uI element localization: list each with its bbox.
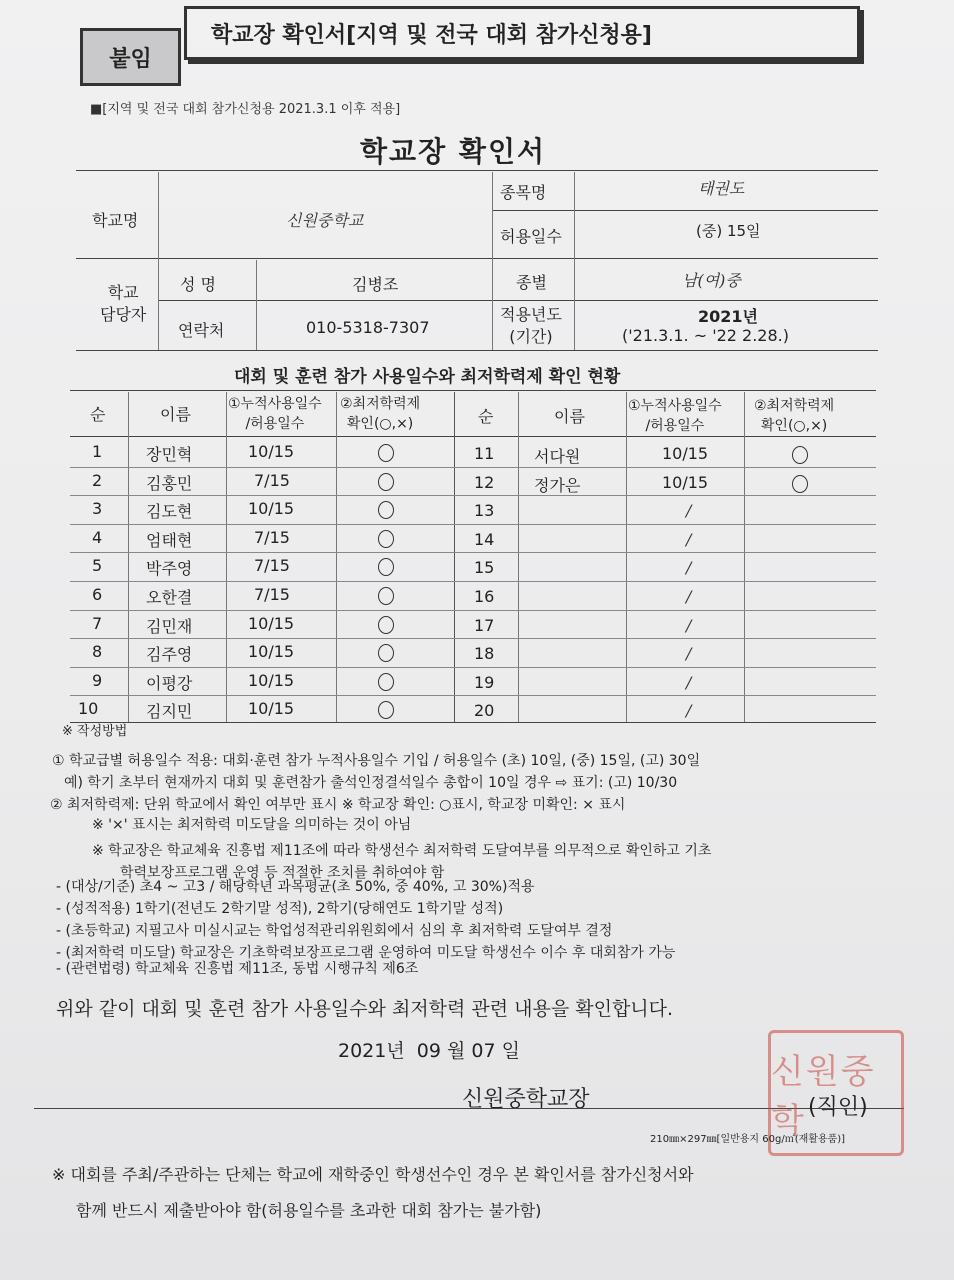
student-name: 장민혁	[146, 445, 193, 464]
usage-vrule-1	[128, 392, 129, 722]
info-rule-name	[158, 300, 878, 301]
usage-vrule-2	[226, 392, 227, 722]
row-number: 1	[92, 442, 103, 461]
paper-spec: 210㎜×297㎜[일반용지 60g/㎡(재활용품)]	[650, 1134, 846, 1145]
info-table-bottom-rule	[76, 350, 878, 351]
seal-text: 신원중학	[771, 1052, 876, 1141]
info-vrule-2	[256, 260, 257, 350]
confirm-circle-mark	[792, 446, 808, 464]
contact-label: 연락처	[178, 321, 225, 340]
student-name: 엄태현	[146, 530, 193, 550]
gender-value: 남(여)중	[682, 271, 741, 290]
confirmation-date: 2021년 09 월 07 일	[338, 1040, 520, 1062]
confirm-circle-mark	[378, 644, 394, 662]
student-name: 김도현	[146, 502, 193, 522]
allowed-days-value: (중) 15일	[696, 222, 761, 240]
confirm-circle-mark	[378, 673, 394, 691]
row-divider	[70, 524, 876, 525]
confirm-circle-mark	[378, 701, 394, 719]
instruction-line: - (대상/기준) 초4 ~ 고3 / 해당학년 과목평균(초 50%, 중 40%, 고 30%)적용	[56, 879, 535, 895]
contact-value: 010-5318-7307	[306, 318, 430, 337]
student-name: 김민재	[146, 616, 193, 636]
seal-label: (직인)	[808, 1095, 868, 1120]
year-range: ('21.3.1. ~ '22 2.28.)	[622, 326, 789, 345]
student-name: 김홍민	[146, 473, 193, 493]
usage-days: /	[686, 672, 692, 692]
usage-days: /	[686, 558, 692, 578]
row-number: 4	[92, 527, 103, 547]
attachment-tag: 붙임	[80, 28, 181, 86]
usage-vrule-5	[518, 392, 519, 722]
instruction-line: - (최저학력 미도달) 학교장은 기초학력보장프로그램 운영하여 미도달 학생선수 이수 후 대회참가 가능	[56, 945, 676, 961]
usage-table-top-rule	[70, 390, 876, 391]
sport-label: 종목명	[500, 183, 547, 202]
header-no-left: 순	[90, 405, 106, 424]
confirm-circle-mark	[378, 530, 394, 548]
confirm-circle-mark	[378, 558, 394, 576]
school-label: 학교명	[92, 211, 139, 230]
header-days-right: ①누적사용일수 /허용일수	[628, 398, 722, 434]
usage-days: 10/15	[248, 699, 295, 719]
year-value: 2021년	[698, 307, 758, 326]
gender-label: 종별	[516, 273, 547, 292]
row-number: 8	[92, 642, 103, 662]
usage-vrule-7	[744, 392, 745, 722]
info-vrule-4	[574, 172, 575, 350]
instruction-line: - (초등학교) 지필고사 미실시교는 학업성적관리위원회에서 심의 후 최저학력 도달여부 결정	[56, 923, 613, 939]
instruction-line: ① 학교급별 허용일수 적용: 대회·훈련 참가 누적사용일수 기입 / 허용일수 (초) 10일, (중) 15일, (고) 30일	[52, 753, 701, 769]
instruction-line: - (관련법령) 학교체육 진흥법 제11조, 동법 시행규칙 제6조	[56, 961, 419, 977]
row-number: 20	[474, 701, 495, 721]
row-number: 2	[92, 470, 103, 490]
usage-days: /	[686, 501, 692, 521]
usage-vrule-6	[626, 392, 627, 722]
header-title: 학교장 확인서[지역 및 전국 대회 참가신청용]	[184, 6, 860, 60]
instruction-line: 예) 학기 초부터 현재까지 대회 및 훈련참가 출석인정결석일수 총합이 10일 경우 ⇨ 표기: (고) 10/30	[64, 775, 678, 791]
row-divider	[70, 695, 876, 696]
usage-vrule-3	[336, 392, 337, 722]
confirmation-statement: 위와 같이 대회 및 훈련 참가 사용일수와 최저학력 관련 내용을 확인합니다.	[56, 998, 674, 1020]
row-number: 18	[474, 644, 495, 664]
usage-days: /	[686, 615, 692, 635]
row-number: 7	[92, 613, 103, 633]
row-divider	[70, 581, 876, 582]
student-name: 김지민	[146, 702, 193, 722]
applicability-notice: ■[지역 및 전국 대회 참가신청용 2021.3.1 이후 적용]	[90, 102, 401, 117]
info-vrule-1	[158, 172, 159, 350]
header-name-left: 이름	[160, 405, 191, 424]
header-name-right: 이름	[554, 407, 585, 426]
usage-table-header-rule	[70, 436, 876, 437]
instruction-line: - (성적적용) 1학기(전년도 2학기말 성적), 2학기(당해연도 1학기말 성적)	[56, 901, 504, 917]
header-no-right: 순	[478, 407, 494, 426]
name-label: 성 명	[180, 275, 216, 294]
usage-days: 10/15	[662, 444, 709, 463]
usage-days: 7/15	[254, 556, 290, 576]
usage-days: /	[686, 529, 692, 549]
row-number: 6	[92, 585, 103, 604]
usage-days: 10/15	[248, 670, 295, 690]
confirm-circle-mark	[378, 444, 394, 462]
student-name: 박주영	[146, 559, 193, 579]
instruction-line: ※ 작성방법	[62, 724, 128, 739]
row-divider	[70, 467, 876, 468]
usage-days: /	[686, 587, 692, 606]
row-divider	[70, 610, 876, 611]
student-name: 이평강	[146, 673, 193, 693]
confirm-circle-mark	[378, 473, 394, 491]
row-number: 16	[474, 587, 495, 606]
row-number: 14	[474, 529, 495, 549]
row-number: 10	[78, 699, 99, 719]
usage-days: 10/15	[248, 642, 295, 662]
row-number: 17	[474, 615, 495, 635]
usage-days: 7/15	[254, 527, 290, 547]
header-min-left: ②최저학력제 확인(○,×)	[340, 396, 421, 432]
usage-days: /	[686, 644, 692, 664]
usage-days: 10/15	[248, 499, 295, 519]
section-title: 대회 및 훈련 참가 사용일수와 최저학력제 확인 현황	[234, 367, 621, 387]
student-name: 김주영	[146, 645, 193, 665]
allowed-days-label: 허용일수	[500, 227, 562, 246]
row-number: 12	[474, 472, 495, 492]
confirm-circle-mark	[378, 587, 394, 605]
info-table-mid-rule	[76, 258, 878, 259]
usage-days: 10/15	[248, 613, 295, 633]
row-divider	[70, 552, 876, 553]
info-vrule-3	[492, 172, 493, 350]
confirm-circle-mark	[378, 501, 394, 519]
name-value: 김병조	[352, 275, 399, 294]
row-number: 19	[474, 672, 495, 692]
usage-days: 7/15	[254, 585, 290, 604]
confirm-circle-mark	[792, 475, 808, 493]
header-days-left: ①누적사용일수 /허용일수	[228, 396, 322, 432]
instruction-line: ② 최저학력제: 단위 학교에서 확인 여부만 표시 ※ 학교장 확인: ○표시, 학교장 미확인: × 표시	[50, 797, 626, 813]
school-value: 신원중학교	[286, 211, 364, 230]
instruction-line: ※ 학교장은 학교체육 진흥법 제11조에 따라 학생선수 최저학력 도달여부를 의무적으로 확인하고 기초	[92, 843, 712, 859]
student-name: 정가은	[534, 475, 581, 495]
row-divider	[70, 667, 876, 668]
footer-note-line-1: ※ 대회를 주최/주관하는 단체는 학교에 재학중인 학생선수인 경우 본 확인서를 참가신청서와	[52, 1165, 694, 1184]
confirm-circle-mark	[378, 616, 394, 634]
row-number: 3	[92, 499, 103, 519]
row-number: 11	[474, 444, 495, 463]
usage-days: 10/15	[662, 472, 709, 492]
instruction-line: ※ '×' 표시는 최저학력 미도달을 의미하는 것이 아님	[92, 817, 412, 833]
row-number: 15	[474, 558, 495, 578]
usage-vrule-4	[454, 392, 455, 722]
info-rule-sport	[492, 210, 878, 211]
usage-days: 7/15	[254, 470, 290, 490]
footer-note-line-2: 함께 반드시 제출받아야 함(허용일수를 초과한 대회 참가는 불가함)	[76, 1201, 542, 1220]
usage-days: 10/15	[248, 442, 295, 461]
year-label: 적용년도 (기간)	[500, 305, 562, 346]
manager-label: 학교 담당자	[100, 283, 147, 324]
header-min-right: ②최저학력제 확인(○,×)	[754, 398, 835, 434]
row-divider	[70, 495, 876, 496]
row-number: 9	[92, 670, 103, 690]
student-name: 오한결	[146, 588, 193, 607]
row-number: 5	[92, 556, 103, 576]
student-name: 서다원	[534, 447, 581, 466]
info-table-top-rule	[76, 170, 878, 171]
row-number: 13	[474, 501, 495, 521]
instruction-line: 학력보장프로그램 운영 등 적절한 조치를 취하여야 함	[120, 865, 445, 881]
row-divider	[70, 638, 876, 639]
usage-days: /	[686, 701, 692, 721]
principal-title: 신원중학교장	[462, 1087, 590, 1112]
sport-value: 태권도	[698, 179, 745, 198]
document-title: 학교장 확인서	[360, 135, 547, 168]
